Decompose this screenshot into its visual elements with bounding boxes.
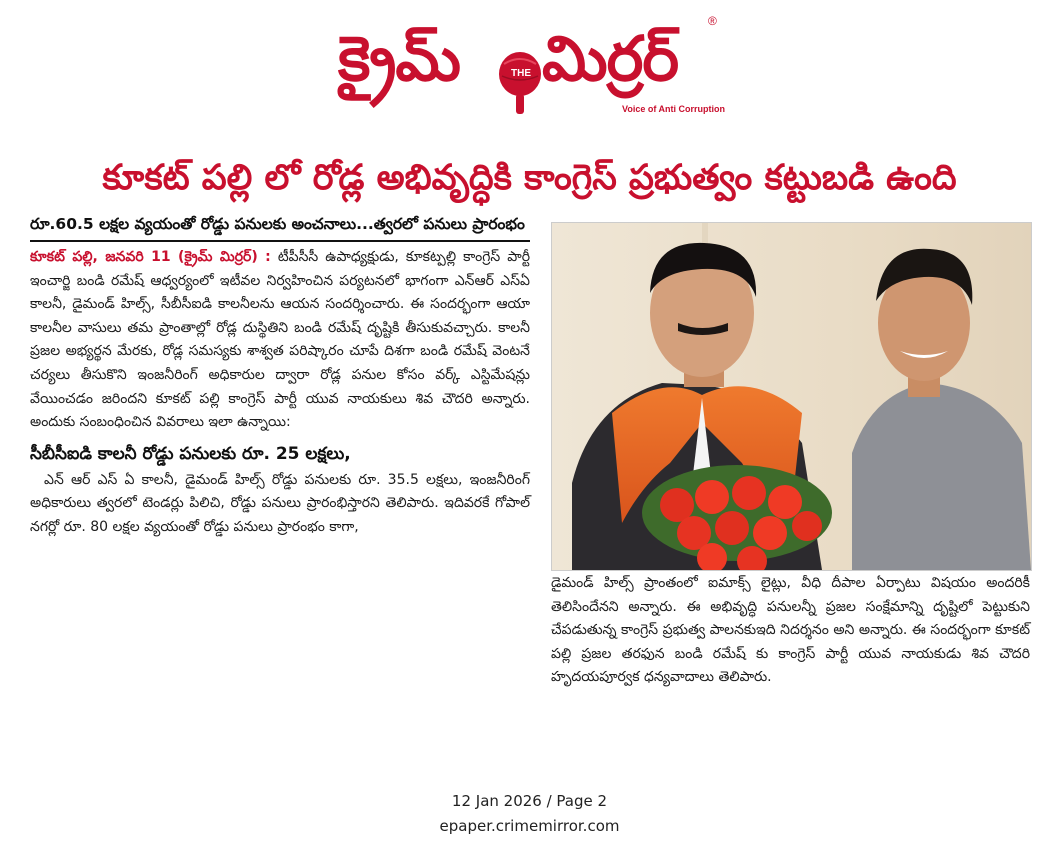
footer-url-link[interactable]: epaper.crimemirror.com — [439, 817, 620, 835]
masthead-word-mirror: మిర్రర్ — [542, 22, 679, 95]
subheading-divider — [30, 240, 530, 242]
masthead-badge-the: THE — [511, 68, 531, 79]
article-right-column — [551, 572, 1030, 690]
article-paragraph-1 — [30, 246, 530, 435]
photo-two-men-bouquet — [552, 223, 1031, 570]
masthead-tagline: Voice of Anti Corruption — [622, 104, 725, 114]
article-subheading: రూ.60.5 లక్షల వ్యయంతో రోడ్డు పనులకు అంచనాలు...త్వరలో పనులు ప్రారంభం — [30, 215, 525, 233]
article-headline: కూకట్ పల్లి లో రోడ్ల అభివృద్ధికి కాంగ్రెస్ ప్రభుత్వం కట్టుబడి ఉంది — [102, 158, 957, 198]
article-paragraph-1-text: టీపీసీసీ ఉపాధ్యక్షుడు, కూకట్పల్లి కాంగ్రెస్ పార్టీ ఇంచార్జి బండి రమేష్ ఆధ్వర్యంలో ఇటీవల నిర్వహించిన పర్యటనలో భాగంగా ఎన్ఆర్ ఎస్ఏ కాలనీ, డైమండ్ హిల్స్, సీబీసీఐడి కాలనీలను ఆయన సందర్శించారు. ఈ సందర్భంగా ఆయా కాలనీల వాసులు తమ ప్రాంతాల్లో రోడ్ల దుస్థితిని బండి రమేష్ దృష్టికి తీసుకువచ్చారు. కాలనీ ప్రజల అభ్యర్థన మేరకు, రోడ్ల సమస్యకు శాశ్వత పరిష్కారం చూపే దిశగా బండి రమేష్ వెంటనే చర్యలు తీసుకొని ఇంజనీరింగ్ అధికారుల ద్వారా రోడ్ల పనుల కోసం వర్క్ ఎస్టిమేషన్లు వేయించడం జరిందని కూకట్ పల్లి కాంగ్రెస్ పార్టీ యువ నాయకులు శివ చౌదరి అన్నారు. అందుకు సంబంధించిన వివరాలు ఇలా ఉన్నాయి: — [30, 249, 530, 431]
article-section-heading: సీబీసీఐడి కాలనీ రోడ్డు పనులకు రూ. 25 లక్షలు, — [30, 443, 351, 464]
article-paragraph-3: డైమండ్ హిల్స్ ప్రాంతంలో ఐమాక్స్ లైట్లు, వీధి దీపాల ఏర్పాటు విషయం అందరికీ తెలిసిందేనని అన్నారు. ఈ అభివృద్ధి పనులన్నీ ప్రజల సంక్షేమాన్ని దృష్టిలో పెట్టుకుని చేపడుతున్న కాంగ్రెస్ ప్రభుత్వ పాలనకుఇది నిదర్శనం అని అన్నారు. ఈ సందర్భంగా కూకట్ పల్లి ప్రజల తరఫున బండి రమేష్ కు కాంగ్రెస్ పార్టీ యువ నాయకుడు శివ చౌదరి హృదయపూర్వక ధన్యవాదాలు తెలిపారు. — [551, 575, 1030, 686]
masthead-word-crime: క్రైమ్ — [338, 22, 461, 95]
masthead-logo — [330, 10, 730, 120]
article-photo — [551, 222, 1032, 571]
footer-date-page: 12 Jan 2026 / Page 2 — [451, 792, 608, 810]
registered-mark: ® — [708, 14, 717, 28]
article-paragraph-2: ఎన్ ఆర్ ఎస్ ఏ కాలనీ, డైమండ్ హిల్స్ రోడ్డు పనులకు రూ. 35.5 లక్షలు, ఇంజనీరింగ్ అధికారులు త్వరలో టెండర్లు పిలిచి, రోడ్డు పనులు ప్రారంభిస్తారని తెలిపారు. ఇదివరకే గోపాల్ నగర్లో రూ. 80 లక్షల వ్యయంతో రోడ్డు పనులు ప్రారంభం కాగా, — [30, 471, 530, 535]
microphone-logo-icon — [496, 50, 544, 116]
article-left-column — [30, 212, 530, 540]
page-footer — [0, 788, 1059, 838]
article-dateline: కూకట్ పల్లి, జనవరి 11 (క్రైమ్ మిర్రర్) : — [30, 249, 271, 265]
